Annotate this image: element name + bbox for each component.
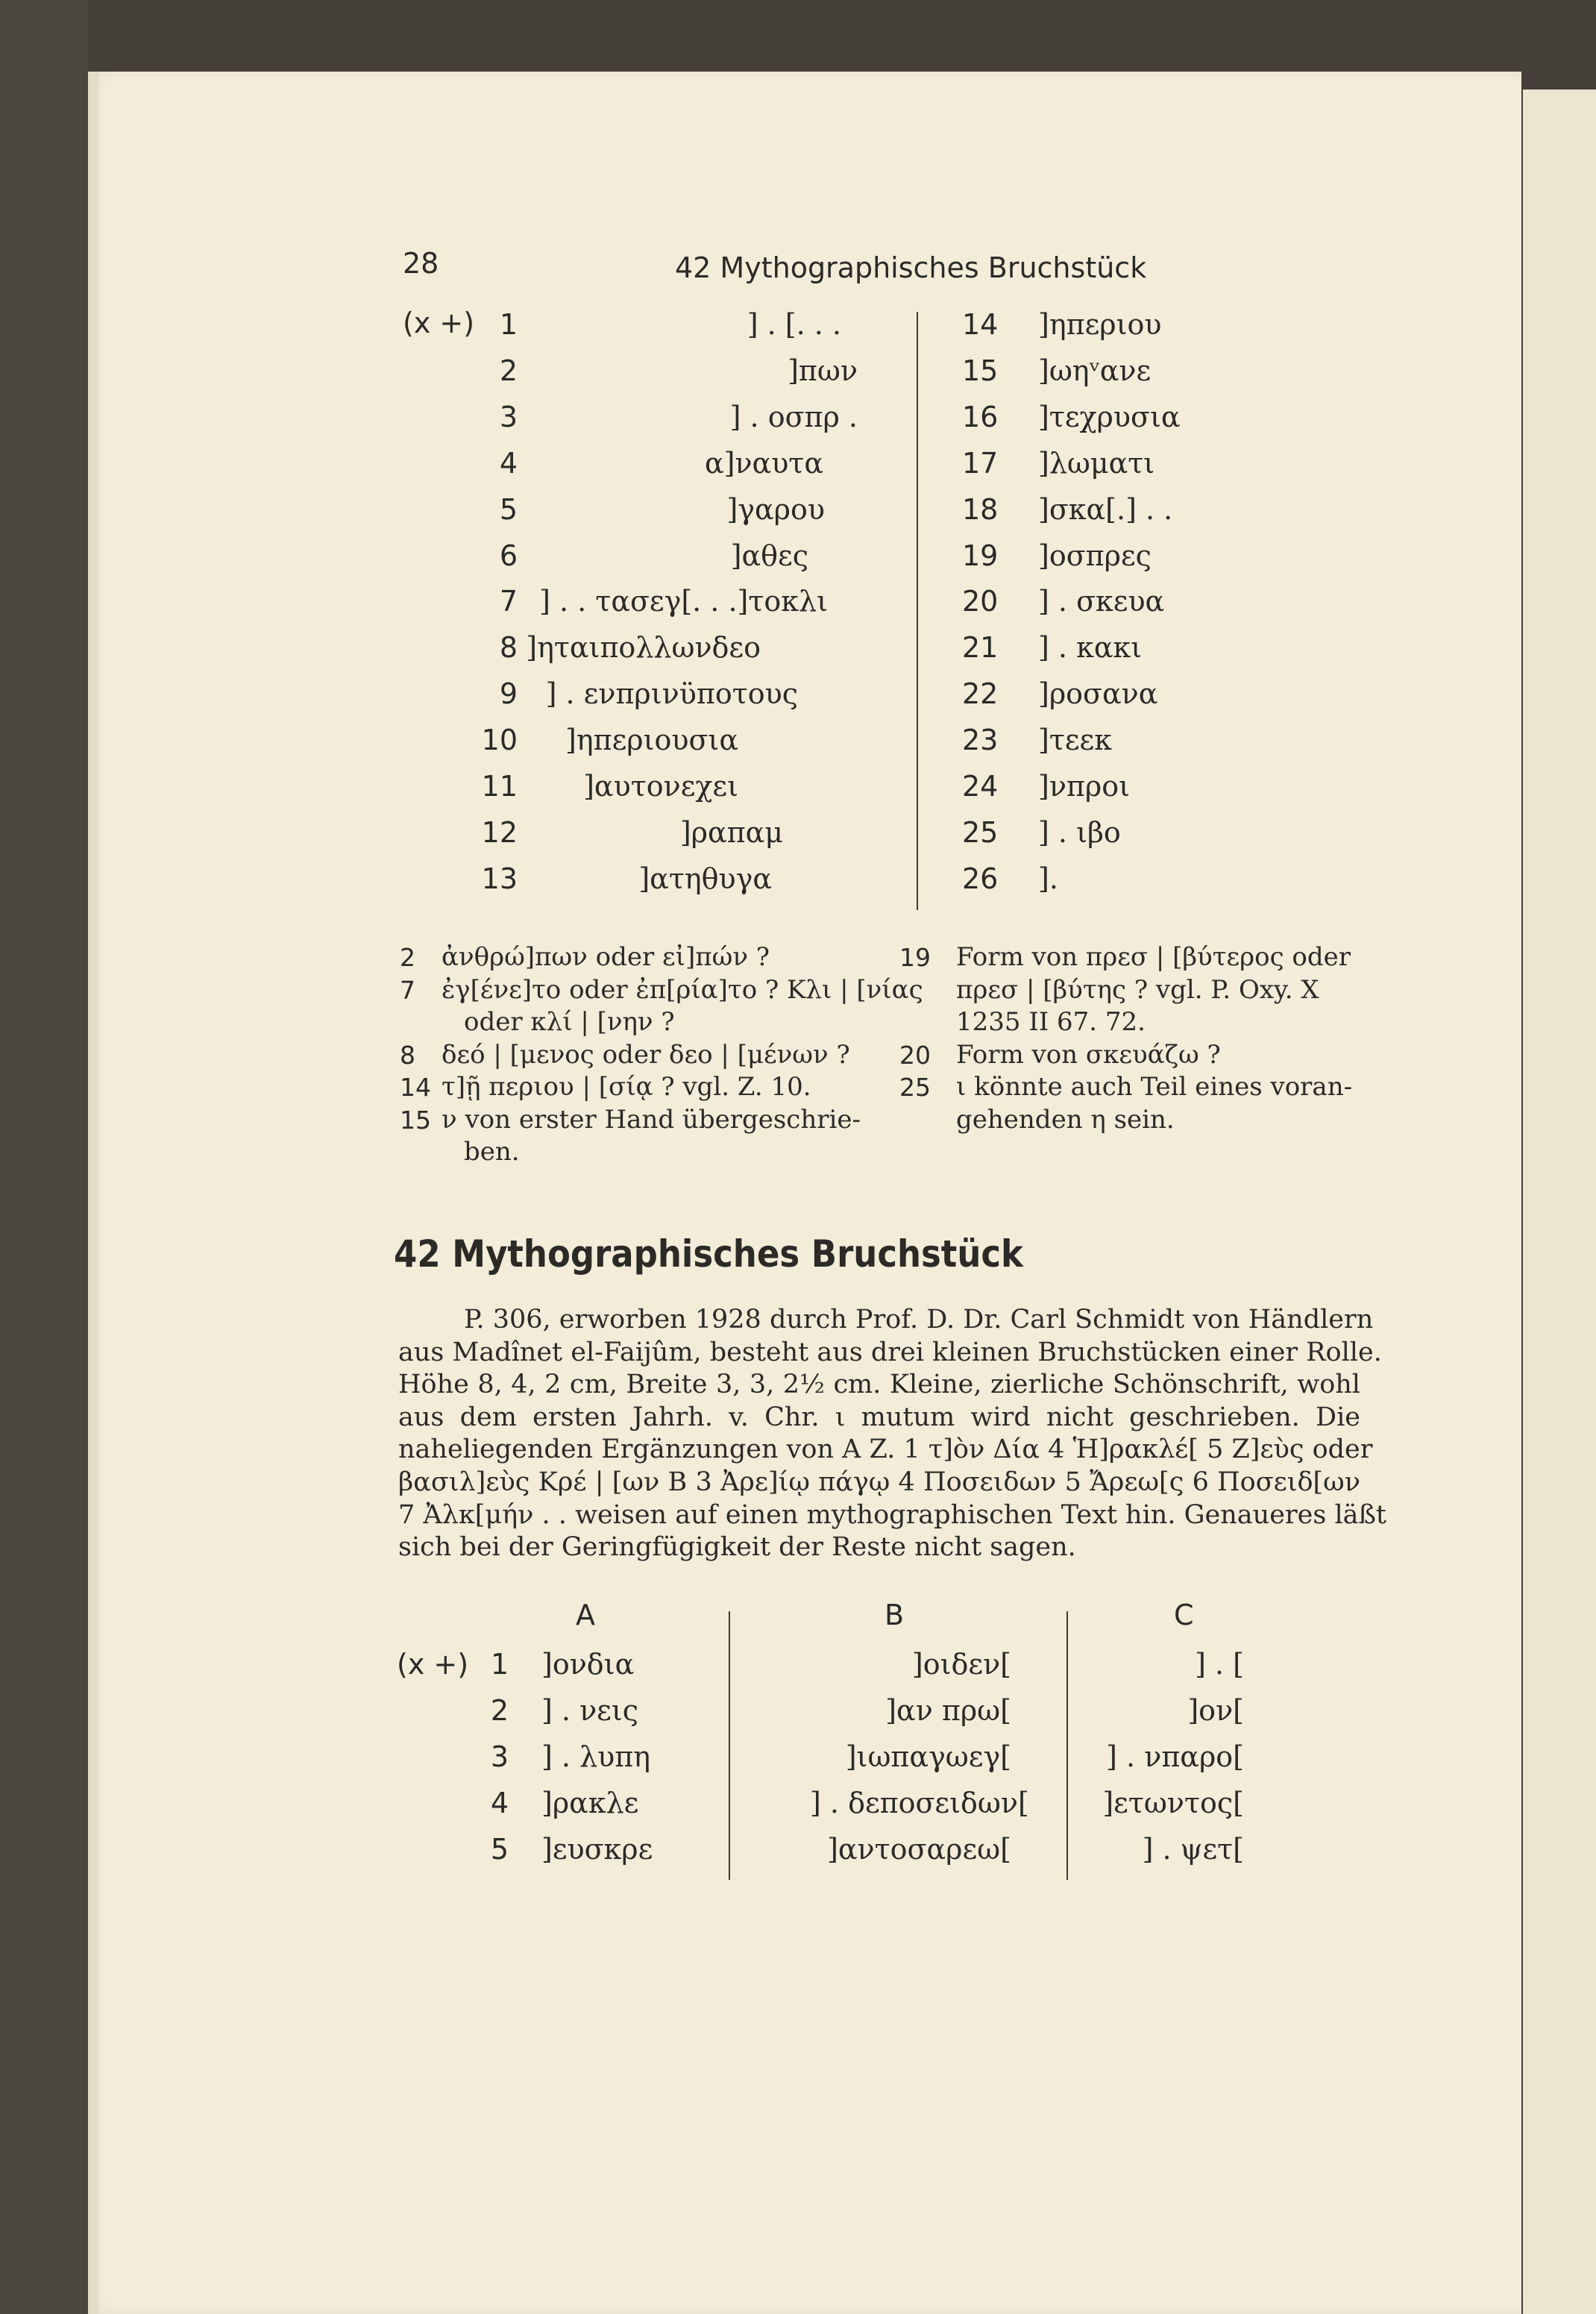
text-line: ] . ιβο: [1038, 815, 1121, 849]
text-line: ] . κακι: [1038, 631, 1143, 665]
paragraph-line: P. 306, erworben 1928 durch Prof. D. Dr. Carl Schmidt von Händlern: [464, 1305, 1374, 1335]
line-number: 12: [481, 815, 518, 849]
fragment-divider-ab: [729, 1611, 730, 1880]
fragment-b-line: ] . δεποσειδων[: [810, 1787, 1029, 1819]
paragraph-line: Höhe 8, 4, 2 cm, Breite 3, 3, 2½ cm. Kleine, zierliche Schönschrift, wohl: [398, 1370, 1360, 1400]
fragment-line-prefix: (x +): [397, 1648, 469, 1681]
text-line: ]ηπεριου: [1038, 308, 1162, 341]
line-number: 3: [499, 400, 518, 433]
text-line: α]ναυτα: [704, 446, 823, 480]
running-title: 42 Mythographisches Bruchstück: [675, 251, 1147, 284]
line-number: 26: [962, 862, 999, 895]
note-number: 15: [400, 1105, 431, 1135]
fragment-c-line: ] . νπαρο[: [1106, 1740, 1244, 1773]
paragraph-line: aus Madînet el-Faijûm, besteht aus drei kleinen Bruchstücken einer Rolle.: [398, 1337, 1382, 1367]
fragment-line-number: 4: [490, 1787, 509, 1819]
line-number: 1: [499, 308, 518, 341]
line-number: 4: [499, 446, 518, 480]
fragment-a-line: ] . νεις: [541, 1694, 639, 1727]
line-number: 7: [499, 585, 518, 618]
line-number: 5: [499, 492, 518, 526]
text-line: ]πων: [788, 354, 858, 387]
line-number: 21: [962, 631, 999, 665]
line-number: 19: [962, 539, 999, 572]
note-text: δεό | [μενος oder δεο | [μένων ?: [442, 1039, 850, 1070]
note-text: oder κλί | [νην ?: [464, 1007, 675, 1037]
text-line: ] . . τασεγ[. . .]τοκλι: [539, 585, 828, 618]
text-line: ]ωηᵛανε: [1038, 354, 1152, 387]
text-line: ]ροσανα: [1038, 677, 1158, 711]
note-number: 7: [400, 975, 415, 1005]
paragraph-line: βασιλ]εὺς Κρέ | [ων B 3 Ἀρε]ίῳ πάγῳ 4 Ποσειδων 5 Ἄρεω[ς 6 Ποσειδ[ων: [398, 1467, 1360, 1497]
line-prefix: (x +): [403, 307, 475, 339]
note-text: Form von σκευάζω ?: [956, 1039, 1221, 1070]
text-line: ] . σκευα: [1038, 585, 1165, 618]
line-number: 2: [499, 354, 518, 387]
text-line: ] . [. . .: [747, 308, 841, 341]
note-text: 1235 II 67. 72.: [956, 1007, 1146, 1037]
line-number: 6: [499, 539, 518, 572]
line-number: 24: [962, 770, 999, 803]
line-number: 17: [962, 446, 999, 480]
line-number: 22: [962, 677, 999, 711]
text-line: ] . ενπρινϋποτους: [545, 677, 798, 711]
line-number: 13: [481, 862, 518, 895]
fragment-header-a: A: [576, 1599, 595, 1631]
line-number: 23: [962, 724, 999, 757]
note-text: ben.: [464, 1137, 520, 1167]
line-number: 16: [962, 400, 999, 433]
text-line: ]οσπρες: [1038, 539, 1152, 572]
fragment-a-line: ] . λυπη: [541, 1740, 650, 1773]
fragment-b-line: ]αν πρω[: [885, 1694, 1011, 1727]
fragment-c-line: ] . [: [1195, 1648, 1244, 1681]
line-number: 8: [499, 631, 518, 665]
fragment-divider-bc: [1066, 1611, 1068, 1880]
text-line: ]τεχρυσια: [1038, 400, 1181, 433]
text-line: ]ατηθυγα: [638, 862, 772, 895]
text-line: ] . οσπρ .: [729, 400, 858, 433]
fragment-line-number: 2: [490, 1694, 509, 1727]
line-number: 11: [481, 770, 518, 803]
fragment-header-c: C: [1174, 1599, 1194, 1631]
note-number: 20: [899, 1040, 931, 1070]
note-text: gehenden η sein.: [956, 1104, 1175, 1135]
line-number: 14: [962, 308, 999, 341]
fragment-b-line: ]οιδεν[: [911, 1648, 1011, 1681]
note-text: ἀνθρώ]πων oder εἰ]πών ?: [442, 942, 770, 972]
note-number: 14: [400, 1073, 431, 1102]
line-number: 9: [499, 677, 518, 711]
text-line: ]ραπαμ: [679, 815, 783, 849]
fragment-a-line: ]ευσκρε: [541, 1833, 653, 1866]
note-number: 25: [899, 1073, 931, 1102]
previous-page-edge: [0, 0, 88, 2314]
note-text: πρεσ | [βύτης ? vgl. P. Oxy. X: [956, 974, 1319, 1005]
text-line: ]αυτονεχει: [583, 770, 738, 803]
fragment-a-line: ]ρακλε: [541, 1787, 639, 1819]
fragment-a-line: ]ονδια: [541, 1648, 635, 1681]
note-text: ν von erster Hand übergeschrie-: [442, 1104, 861, 1135]
note-text: ι könnte auch Teil eines voran-: [956, 1072, 1353, 1102]
text-line: ]ηταιπολλωνδεο: [526, 631, 761, 665]
note-text: Form von πρεσ | [βύτερος oder: [956, 942, 1351, 972]
note-text: ἐγ[ένε]το oder ἐπ[ρία]το ? Κλι | [νίας: [442, 974, 923, 1005]
text-line: ]νπροι: [1038, 770, 1131, 803]
fragment-c-line: ]ον[: [1187, 1694, 1244, 1727]
section-heading: 42 Mythographisches Bruchstück: [394, 1232, 1023, 1276]
text-line: ]ηπεριουσια: [565, 724, 738, 757]
text-line: ].: [1038, 862, 1058, 895]
page-number: 28: [403, 247, 439, 280]
column-divider: [917, 312, 918, 910]
text-line: ]γαρου: [726, 492, 825, 526]
paragraph-line: aus dem ersten Jahrh. v. Chr. ι mutum wird nicht geschrieben. Die: [398, 1402, 1360, 1432]
fragment-line-number: 1: [490, 1648, 509, 1681]
fragment-header-b: B: [885, 1599, 905, 1631]
line-number: 10: [481, 724, 518, 757]
line-number: 18: [962, 492, 999, 526]
paragraph-line: naheliegenden Ergänzungen von A Z. 1 τ]ὸν Δία 4 Ἡ]ρακλέ[ 5 Ζ]εὺς oder: [398, 1435, 1373, 1465]
line-number: 20: [962, 585, 999, 618]
fragment-c-line: ]ετωντος[: [1102, 1787, 1244, 1819]
text-line: ]λωματι: [1038, 446, 1155, 480]
note-number: 8: [400, 1040, 415, 1070]
fragment-c-line: ] . ψετ[: [1142, 1833, 1244, 1866]
paragraph-line: 7 Ἀλκ[μήν . . weisen auf einen mythographischen Text hin. Genaueres läßt: [398, 1499, 1386, 1530]
fragment-line-number: 3: [490, 1740, 509, 1773]
paragraph-line: sich bei der Geringfügigkeit der Reste nicht sagen.: [398, 1532, 1076, 1563]
text-line: ]τεεκ: [1038, 724, 1112, 757]
next-page-edge: [1523, 90, 1596, 2314]
page-gutter: [88, 72, 98, 2314]
text-line: ]αθες: [730, 539, 808, 572]
fragment-line-number: 5: [490, 1833, 509, 1866]
note-number: 2: [400, 943, 415, 972]
fragment-b-line: ]ιωπαγωεγ[: [845, 1740, 1011, 1773]
note-text: τ]ῇ περιου | [σίᾳ ? vgl. Z. 10.: [442, 1072, 811, 1102]
note-number: 19: [899, 943, 931, 972]
line-number: 15: [962, 354, 999, 387]
line-number: 25: [962, 815, 999, 849]
fragment-b-line: ]αντοσαρεω[: [827, 1833, 1011, 1866]
text-line: ]σκα[.] . .: [1038, 492, 1173, 526]
